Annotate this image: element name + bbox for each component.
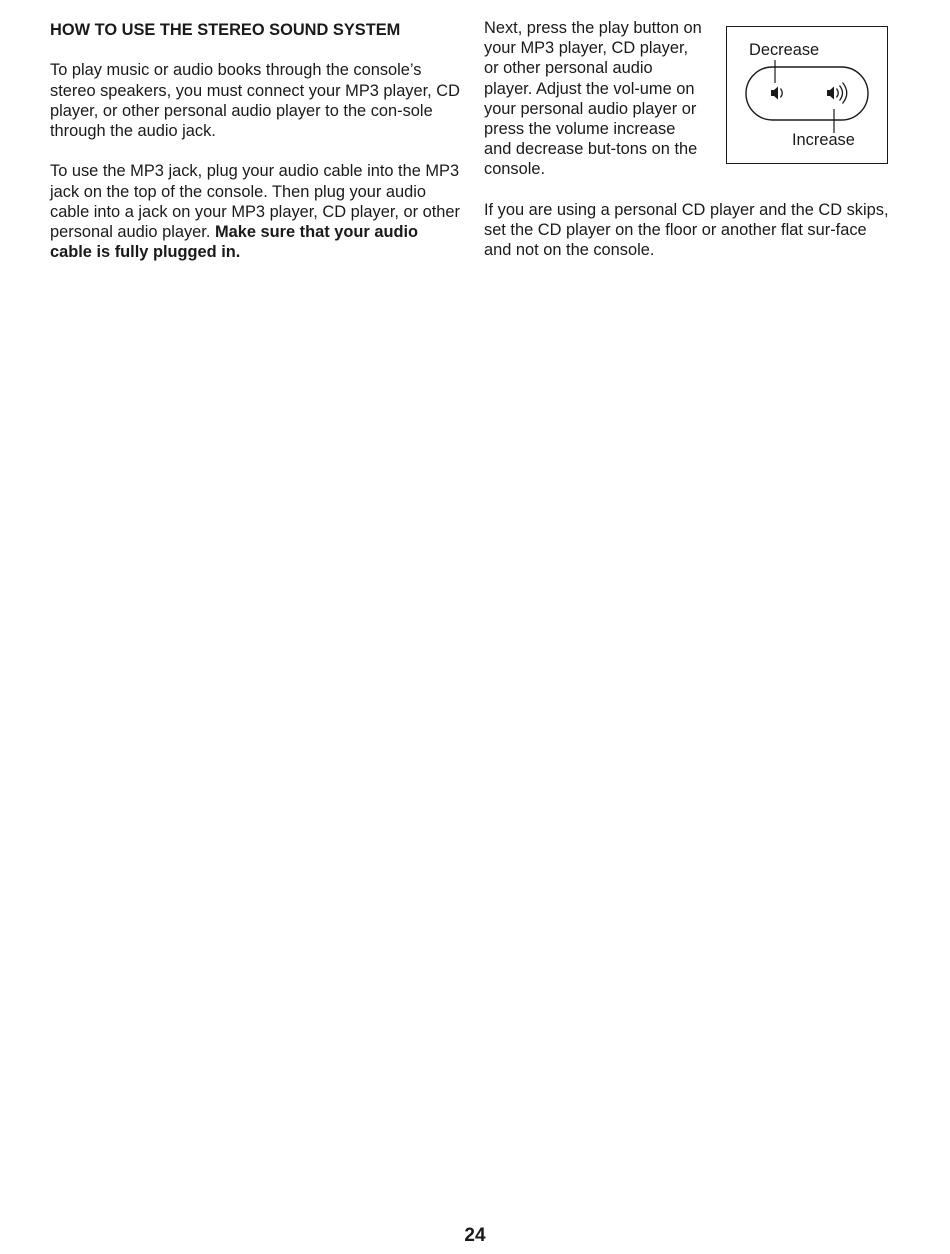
volume-buttons-figure [726,26,888,164]
intro-paragraph: To play music or audio books through the console’s stereo speakers, you must connect your MP3 player, CD player, or other personal audio player to the con-sole through the audio jack. [50,61,460,140]
speaker-low-volume-icon [771,87,782,100]
mp3-jack-paragraph [50,161,460,262]
decrease-label: Decrease [749,41,820,59]
volume-button-outline [746,67,868,120]
speaker-high-volume-icon [827,83,847,104]
mp3-jack-instructions: To use the MP3 jack, plug your audio cable into the MP3 jack on the top of the console. Then plug your audio cable into a jack on your MP3 player, CD player, or other personal audio player. [50,162,460,241]
left-column [50,18,460,283]
increase-label: Increase [792,131,855,149]
volume-paragraph: Next, press the play button on your MP3 player, CD player, or other personal audio player. Adjust the vol-ume on your personal audio player or press the volume increase and decrease but-tons on the console. [484,19,702,179]
page-number: 24 [464,1225,486,1246]
mp3-jack-warning: Make sure that your audio cable is fully plugged in. [50,223,419,262]
section-heading: HOW TO USE THE STEREO SOUND SYSTEM [50,21,401,39]
cd-skip-paragraph: If you are using a personal CD player and the CD skips, set the CD player on the floor or another flat sur-face and not on the console. [484,200,889,260]
